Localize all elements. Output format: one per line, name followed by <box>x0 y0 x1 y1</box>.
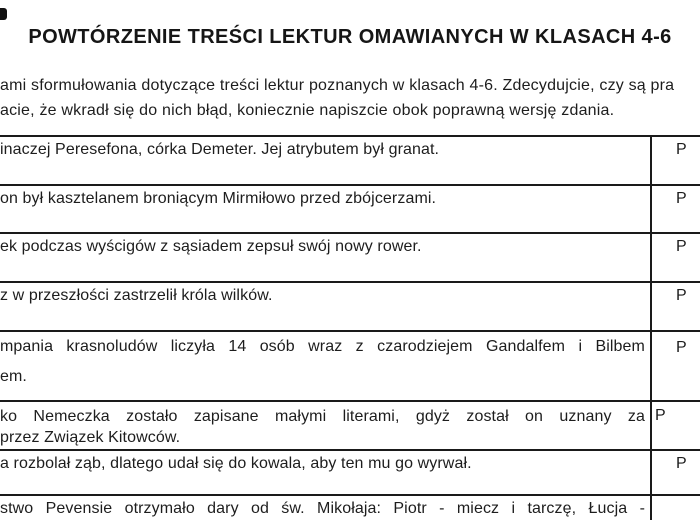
table-row <box>0 184 700 232</box>
answer-mark <box>650 496 700 520</box>
statement-text: em. <box>0 368 27 385</box>
statement-cell <box>0 283 650 330</box>
answer-mark: P <box>676 141 687 158</box>
cropped-glyph-fragment <box>0 8 7 20</box>
table-row <box>0 400 700 449</box>
answer-mark: P <box>676 339 687 356</box>
statement-text: z w przeszłości zastrzelił króla wilków. <box>0 287 273 304</box>
table-row <box>0 135 700 184</box>
answer-mark: P <box>676 238 687 255</box>
statement-text: ek podczas wyścigów z sąsiadem zepsuł swój nowy rower. <box>0 238 422 255</box>
table-column-divider <box>650 135 652 520</box>
statement-text: inaczej Peresefona, córka Demeter. Jej atrybutem był granat. <box>0 141 440 158</box>
table-row <box>0 281 700 330</box>
statement-cell <box>0 451 650 494</box>
statement-text: mpania krasnoludów liczyła 14 osób wraz z czarodziejem Gandalfem i Bilbem <box>0 338 645 355</box>
statement-cell <box>0 496 650 520</box>
answer-mark: P <box>676 455 687 472</box>
statement-text: ko Nemeczka zostało zapisane małymi literami, gdyż został on uznany za <box>0 408 645 425</box>
intro-line-2: acie, że wkradł się do nich błąd, koniecznie napiszcie obok poprawną wersję zdania. <box>0 102 615 119</box>
statement-cell <box>0 234 650 281</box>
statement-text: on był kasztelanem broniącym Mirmiłowo przed zbójcerzami. <box>0 190 437 207</box>
table-row <box>0 494 700 520</box>
answer-mark: P <box>655 407 666 424</box>
table-row <box>0 330 700 400</box>
statement-cell <box>0 137 650 184</box>
answer-mark: P <box>676 190 687 207</box>
statement-cell <box>0 402 650 449</box>
table-row <box>0 232 700 281</box>
statement-text: a rozbolał ząb, dlatego udał się do kowala, aby ten mu go wyrwał. <box>0 455 472 472</box>
statement-text: stwo Pevensie otrzymało dary od św. Mikołaja: Piotr - miecz i tarczę, Łucja - <box>0 500 645 517</box>
intro-paragraph <box>0 73 700 123</box>
table-row <box>0 449 700 494</box>
statements-table <box>0 135 700 520</box>
intro-line-1: ami sformułowania dotyczące treści lektur poznanych w klasach 4-6. Zdecydujcie, czy są pra <box>0 77 675 94</box>
answer-mark: P <box>676 287 687 304</box>
statement-cell <box>0 186 650 232</box>
statement-text: przez Związek Kitowców. <box>0 429 181 446</box>
document-title: POWTÓRZENIE TREŚCI LEKTUR OMAWIANYCH W KLASACH 4-6 <box>28 26 672 48</box>
statement-cell <box>0 332 650 400</box>
